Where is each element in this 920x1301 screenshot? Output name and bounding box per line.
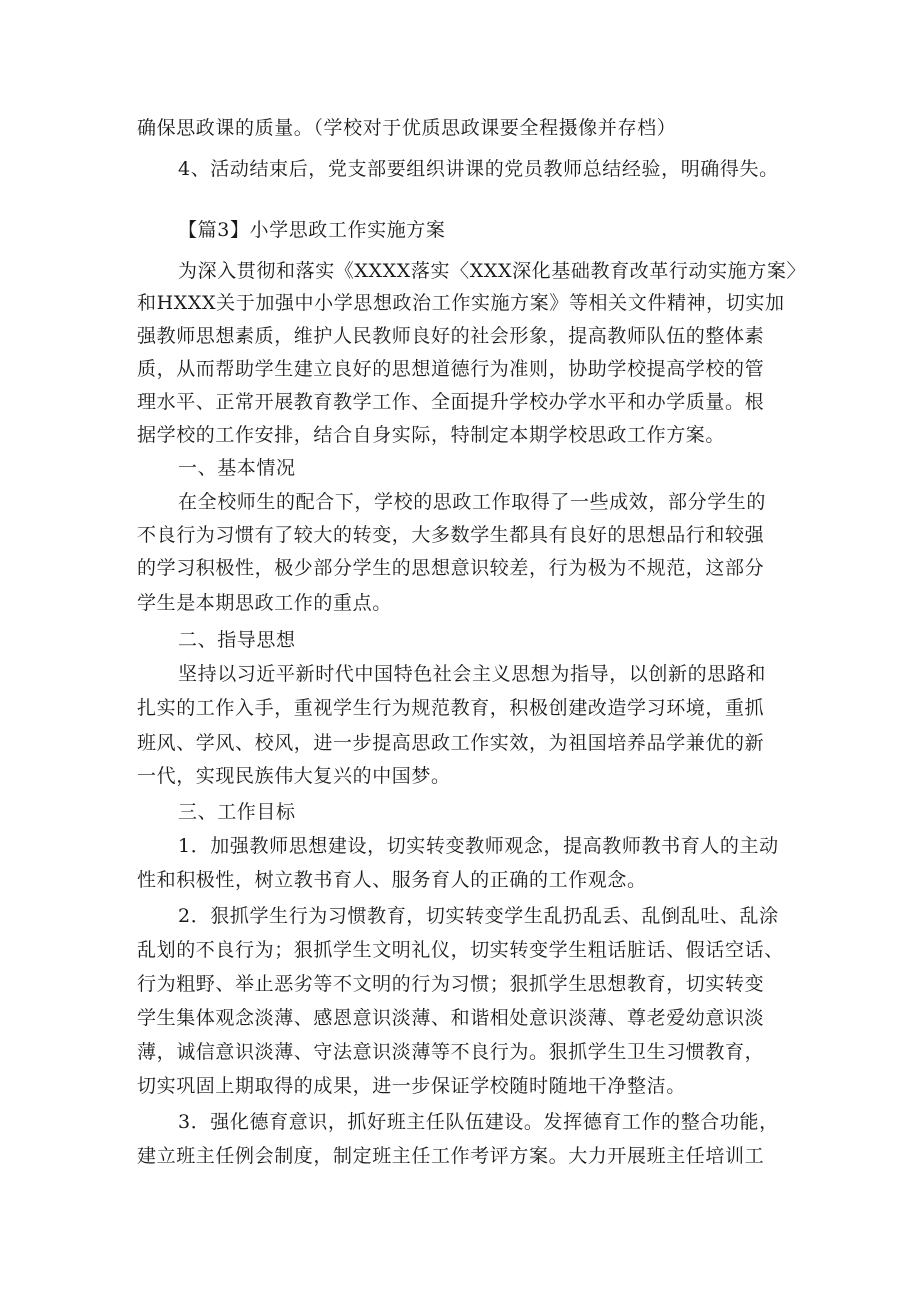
paragraph-line: 行为粗野、举止恶劣等不文明的行为习惯；狠抓学生思想教育，切实转变: [137, 973, 765, 995]
paragraph-line: 班风、学风、校风，进一步提高思政工作实效，为祖国培养品学兼优的新: [137, 732, 765, 754]
paragraph-line: 据学校的工作安排，结合自身实际，特制定本期学校思政工作方案。: [137, 424, 726, 446]
paragraph-line: 薄，诚信意识淡薄、守法意识淡薄等不良行为。狠抓学生卫生习惯教育，: [137, 1041, 765, 1063]
paragraph-line: 切实巩固上期取得的成果，进一步保证学校随时随地干净整洁。: [137, 1075, 686, 1097]
paragraph-line: 为深入贯彻和落实《XXXX落实〈XXX深化基础教育改革行动实施方案〉: [178, 260, 807, 282]
paragraph-line: 和HXXX关于加强中小学思想政治工作实施方案》等相关文件精神，切实加: [137, 292, 785, 314]
paragraph-line: 坚持以习近平新时代中国特色社会主义思想为指导，以创新的思路和: [178, 663, 767, 685]
numbered-item-2: 2．狠抓学生行为习惯教育，切实转变学生乱扔乱丢、乱倒乱吐、乱涂: [178, 905, 779, 927]
heading-work-goals: 三、工作目标: [178, 801, 296, 823]
paragraph-line: 一代，实现民族伟大复兴的中国梦。: [137, 765, 451, 787]
numbered-item-3: 3．强化德育意识，抓好班主任队伍建设。发挥德育工作的整合功能，: [178, 1111, 779, 1133]
numbered-item-1: 1．加强教师思想建设，切实转变教师观念，提高教师教书育人的主动: [178, 835, 779, 857]
paragraph-line: 扎实的工作入手，重视学生行为规范教育，积极创建改造学习环境，重抓: [137, 697, 765, 719]
paragraph-line: 建立班主任例会制度，制定班主任工作考评方案。大力开展班主任培训工: [137, 1145, 765, 1167]
heading-guiding-ideology: 二、指导思想: [178, 629, 296, 651]
paragraph-line: 强教师思想素质，维护人民教师良好的社会形象，提高教师队伍的整体素: [137, 325, 765, 347]
paragraph-line: 确保思政课的质量。（学校对于优质思政课要全程摄像并存档）: [137, 117, 677, 139]
paragraph-line: 的学习积极性，极少部分学生的思想意识较差，行为极为不规范，这部分: [137, 557, 765, 579]
paragraph-line: 理水平、正常开展教育教学工作、全面提升学校办学水平和办学质量。根: [137, 391, 765, 413]
paragraph-line: 不良行为习惯有了较大的转变，大多数学生都具有良好的思想品行和较强: [137, 524, 765, 546]
paragraph-line: 在全校师生的配合下，学校的思政工作取得了一些成效，部分学生的: [178, 491, 767, 513]
paragraph-line: 4、活动结束后，党支部要组织讲课的党员教师总结经验，明确得失。: [178, 158, 779, 180]
paragraph-line: 学生集体观念淡薄、感恩意识淡薄、和谐相处意识淡薄、尊老爱幼意识淡: [137, 1007, 765, 1029]
paragraph-line: 性和积极性，树立教书育人、服务育人的正确的工作观念。: [137, 869, 647, 891]
paragraph-line: 乱划的不良行为；狠抓学生文明礼仪，切实转变学生粗话脏话、假话空话、: [137, 939, 784, 961]
section-title: 【篇3】小学思政工作实施方案: [178, 219, 446, 241]
paragraph-line: 学生是本期思政工作的重点。: [137, 592, 392, 614]
heading-basic-situation: 一、基本情况: [178, 457, 296, 479]
paragraph-line: 质，从而帮助学生建立良好的思想道德行为准则，协助学校提高学校的管: [137, 358, 765, 380]
